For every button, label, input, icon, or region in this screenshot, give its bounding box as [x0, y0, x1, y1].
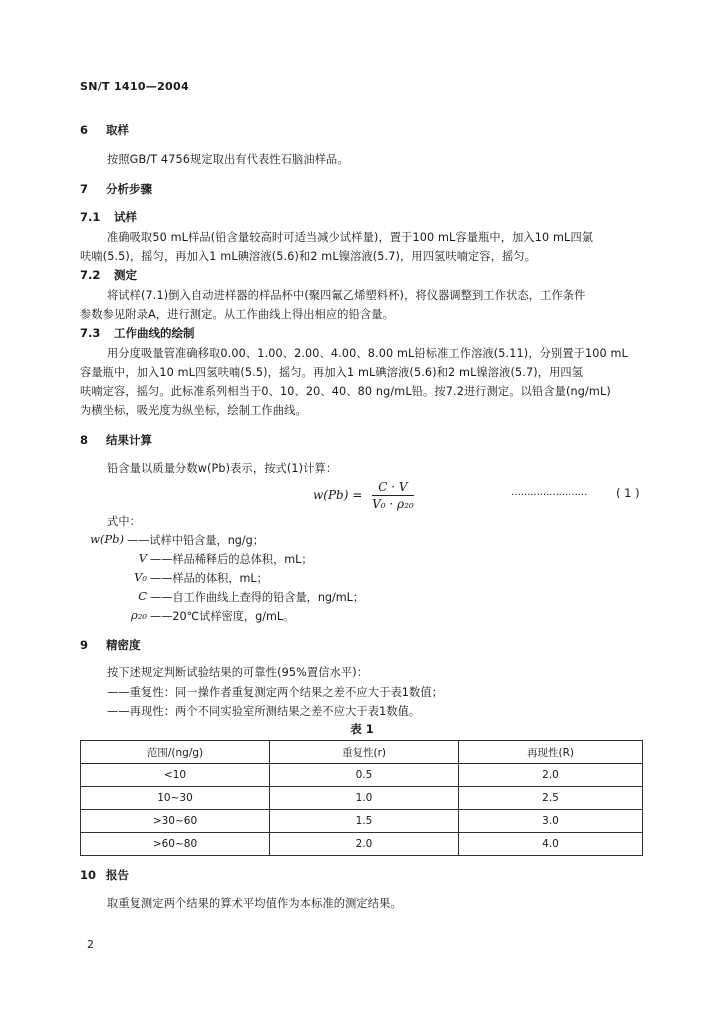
section-7-heading — [80, 181, 152, 197]
formula-numerator: C · V — [372, 480, 414, 496]
page-number: 2 — [87, 938, 94, 951]
table-row — [81, 787, 643, 810]
precision-table — [80, 740, 643, 856]
table-cell: 3.0 — [459, 810, 643, 833]
table-row — [81, 833, 643, 856]
section-number: 7.3 — [80, 326, 101, 340]
variable-symbol: ρ₂₀ — [131, 608, 147, 622]
table-caption: 表 1 — [350, 722, 374, 736]
table-cell: <10 — [81, 764, 270, 787]
table-cell: 4.0 — [459, 833, 643, 856]
section-title: 试样 — [114, 210, 137, 224]
section-10-heading — [80, 867, 129, 883]
formula-lhs: w(Pb) = — [313, 488, 363, 502]
section-title: 工作曲线的绘制 — [114, 326, 195, 340]
table-cell: 0.5 — [270, 764, 459, 787]
table-row — [81, 810, 643, 833]
formula-number: ( 1 ) — [616, 486, 640, 500]
section-7-2-heading — [80, 267, 137, 283]
section-title: 报告 — [106, 868, 129, 882]
variable-description: ——自工作曲线上查得的铅含量，ng/mL； — [150, 591, 365, 604]
paragraph-line: 呋喃(5.5)，摇匀，再加入1 mL碘溶液(5.6)和2 mL镍溶液(5.7)，用四氢呋喃定容，摇匀。 — [80, 250, 537, 263]
table-cell: >60~80 — [81, 833, 270, 856]
paragraph-line: 用分度吸量管准确移取0.00、1.00、2.00、4.00、8.00 mL铅标准工作溶液(5.11)，分别置于100 mL — [107, 347, 628, 360]
formula-fraction — [372, 480, 414, 511]
formula-leader-dots: …………………… — [511, 487, 587, 498]
paragraph-line: 呋喃定容，摇匀。此标准系列相当于0、10、20、40、80 ng/mL铅。按7.2进行测定。以铅含量(ng/mL) — [80, 385, 611, 398]
section-8-heading — [80, 432, 152, 448]
paragraph: 按照GB/T 4756规定取出有代表性石脑油样品。 — [107, 153, 349, 166]
section-title: 取样 — [106, 123, 129, 137]
section-title: 精密度 — [106, 638, 141, 652]
section-number: 7.2 — [80, 268, 101, 282]
paragraph: 铅含量以质量分数w(Pb)表示，按式(1)计算： — [107, 462, 338, 475]
column-header: 范围/(ng/g) — [81, 741, 270, 764]
table-cell: 1.5 — [270, 810, 459, 833]
table-cell: 10~30 — [81, 787, 270, 810]
section-title: 测定 — [114, 268, 137, 282]
section-6-heading — [80, 122, 129, 138]
table-cell: >30~60 — [81, 810, 270, 833]
standard-number: SN/T 1410—2004 — [80, 80, 189, 93]
variable-symbol: V — [138, 551, 147, 565]
section-7-3-heading — [80, 325, 195, 341]
section-title: 结果计算 — [106, 433, 152, 447]
section-number: 8 — [80, 433, 89, 447]
variable-symbol: C — [138, 589, 147, 603]
variable-symbol: V₀ — [134, 570, 147, 584]
section-title: 分析步骤 — [106, 182, 152, 196]
section-number: 7 — [80, 182, 89, 196]
section-7-1-heading — [80, 209, 137, 225]
formula-denominator: V₀ · ρ₂₀ — [372, 497, 414, 511]
variable-description: ——20℃试样密度，g/mL。 — [150, 610, 295, 623]
paragraph-line: 将试样(7.1)倒入自动进样器的样品杯中(聚四氟乙烯塑料杯)，将仪器调整到工作状态，工作条件 — [107, 289, 586, 302]
paragraph: ——再现性：两个不同实验室所测结果之差不应大于表1数值。 — [107, 705, 421, 718]
table-cell: 1.0 — [270, 787, 459, 810]
variable-description: ——样品的体积，mL； — [150, 572, 268, 585]
section-number: 7.1 — [80, 210, 101, 224]
variable-description: ——样品稀释后的总体积，mL； — [150, 553, 313, 566]
column-header: 再现性(R) — [459, 741, 643, 764]
table-cell: 2.0 — [270, 833, 459, 856]
section-number: 9 — [80, 638, 89, 652]
section-number: 10 — [80, 868, 97, 882]
variable-description: ——试样中铅含量，ng/g； — [127, 534, 264, 547]
paragraph: ——重复性：同一操作者重复测定两个结果之差不应大于表1数值； — [107, 686, 444, 699]
column-header: 重复性(r) — [270, 741, 459, 764]
section-number: 6 — [80, 123, 89, 137]
formula — [313, 480, 414, 511]
table-row — [81, 764, 643, 787]
paragraph-line: 准确吸取50 mL样品(铅含量较高时可适当减少试样量)，置于100 mL容量瓶中，加入10 mL四氯 — [107, 231, 594, 244]
paragraph: 取重复测定两个结果的算术平均值作为本标准的测定结果。 — [107, 897, 402, 910]
paragraph: 按下述规定判断试验结果的可靠性(95%置信水平)： — [107, 666, 369, 679]
table-cell: 2.0 — [459, 764, 643, 787]
where-label: 式中： — [107, 515, 142, 528]
paragraph-line: 容量瓶中，加入10 mL四氢呋喃(5.5)，摇匀。再加入1 mL碘溶液(5.6)和2 mL镍溶液(5.7)，用四氢 — [80, 366, 584, 379]
section-9-heading — [80, 637, 141, 653]
paragraph-line: 参数参见附录A，进行测定。从工作曲线上得出相应的铅含量。 — [80, 308, 394, 321]
table-header-row — [81, 741, 643, 764]
variable-symbol: w(Pb) — [90, 532, 124, 546]
table-cell: 2.5 — [459, 787, 643, 810]
paragraph-line: 为横坐标，吸光度为纵坐标，绘制工作曲线。 — [80, 404, 307, 417]
